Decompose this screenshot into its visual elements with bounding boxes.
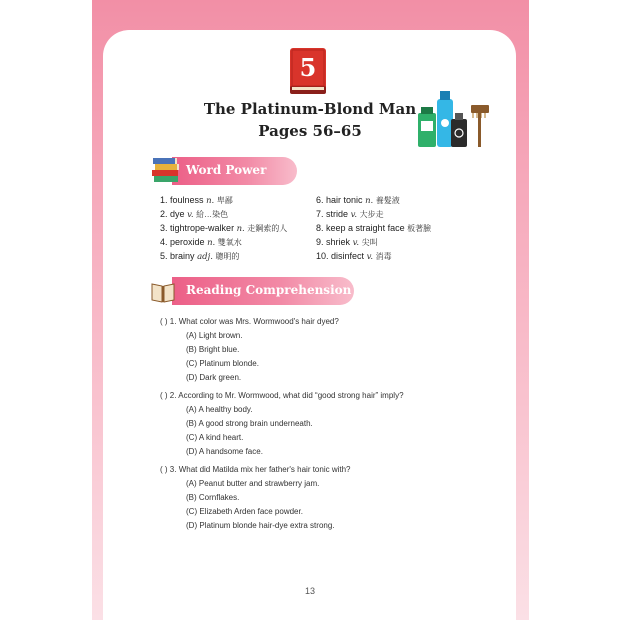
vocab-word: brainy (170, 251, 195, 261)
question-text: What color was Mrs. Wormwood's hair dyed? (178, 317, 339, 326)
answer-option: (C) Elizabeth Arden face powder. (186, 507, 303, 516)
vocab-word: disinfect (331, 251, 365, 261)
page-number: 13 (304, 586, 315, 596)
word-power-heading: Word Power (186, 163, 267, 177)
vocab-num: 7. (316, 209, 324, 219)
question-3 (160, 465, 351, 474)
vocab-item (160, 223, 287, 234)
vocab-num: 10. (316, 251, 329, 261)
answer-option: (A) Light brown. (186, 331, 243, 340)
chapter-pages: Pages 56–65 (258, 122, 362, 140)
vocab-pos: v. (350, 210, 358, 220)
vocab-num: 3. (160, 223, 168, 233)
vocab-word: foulness (170, 195, 204, 205)
vocab-translation: 板著臉 (407, 224, 432, 233)
reading-comprehension-heading: Reading Comprehension (186, 283, 352, 297)
vocab-word: stride (326, 209, 349, 219)
vocab-item (316, 195, 400, 206)
question-prefix: ( ) 2. (160, 391, 177, 400)
answer-option: (D) Dark green. (186, 373, 242, 382)
vocab-pos: v. (352, 238, 360, 248)
vocab-pos: adj. (197, 252, 213, 262)
answer-option: (C) Platinum blonde. (186, 359, 259, 368)
vocab-pos: n. (365, 196, 374, 206)
vocab-translation: 消毒 (375, 252, 392, 261)
vocab-word: dye (170, 209, 185, 219)
question-text: What did Matilda mix her father's hair tonic with? (178, 465, 351, 474)
question-text: According to Mr. Wormwood, what did “good strong hair” imply? (178, 391, 404, 400)
vocab-word: peroxide (170, 237, 205, 247)
question-2 (160, 391, 404, 400)
vocab-word: shriek (326, 237, 351, 247)
question-prefix: ( ) 1. (160, 317, 177, 326)
vocab-word: keep a straight face (326, 223, 405, 233)
vocab-num: 2. (160, 209, 168, 219)
vocab-translation: 大步走 (359, 210, 384, 219)
vocab-item (316, 223, 431, 234)
vocab-num: 1. (160, 195, 168, 205)
vocab-word: hair tonic (326, 195, 363, 205)
vocab-pos: v. (187, 210, 194, 220)
open-book-icon (150, 279, 176, 305)
vocab-item (316, 237, 378, 248)
hair-products-icon (415, 85, 495, 151)
vocab-pos: n. (206, 196, 215, 206)
vocab-translation: 雙氧水 (217, 238, 242, 247)
vocab-translation: 卑鄙 (216, 196, 233, 205)
books-stack-icon (151, 154, 181, 184)
answer-option: (D) A handsome face. (186, 447, 263, 456)
vocab-pos: n. (207, 238, 216, 248)
vocab-num: 6. (316, 195, 324, 205)
vocab-word: tightrope-walker (170, 223, 235, 233)
vocab-num: 4. (160, 237, 168, 247)
question-1 (160, 317, 339, 326)
chapter-number: 5 (299, 53, 317, 82)
vocab-translation: 尖叫 (361, 238, 378, 247)
vocab-item (160, 209, 228, 220)
answer-option: (B) A good strong brain underneath. (186, 419, 313, 428)
vocab-item (316, 251, 392, 262)
answer-option: (D) Platinum blonde hair-dye extra strong. (186, 521, 335, 530)
vocab-num: 9. (316, 237, 324, 247)
chapter-title: The Platinum-Blond Man (203, 100, 417, 118)
vocab-pos: n. (236, 224, 245, 234)
answer-option: (A) Peanut butter and strawberry jam. (186, 479, 320, 488)
answer-option: (B) Bright blue. (186, 345, 240, 354)
question-prefix: ( ) 3. (160, 465, 177, 474)
answer-option: (C) A kind heart. (186, 433, 244, 442)
vocab-item (160, 237, 242, 248)
vocab-pos: v. (366, 252, 374, 262)
vocab-item (316, 209, 384, 220)
vocab-translation: 聰明的 (215, 252, 240, 261)
answer-option: (B) Cornflakes. (186, 493, 240, 502)
vocab-translation: 走鋼索的人 (247, 224, 288, 233)
vocab-num: 5. (160, 251, 168, 261)
vocab-translation: 養髮液 (375, 196, 400, 205)
vocab-num: 8. (316, 223, 324, 233)
answer-option: (A) A healthy body. (186, 405, 253, 414)
vocab-item (160, 195, 233, 206)
vocab-translation: 給…染色 (196, 210, 229, 219)
vocab-item (160, 251, 239, 262)
